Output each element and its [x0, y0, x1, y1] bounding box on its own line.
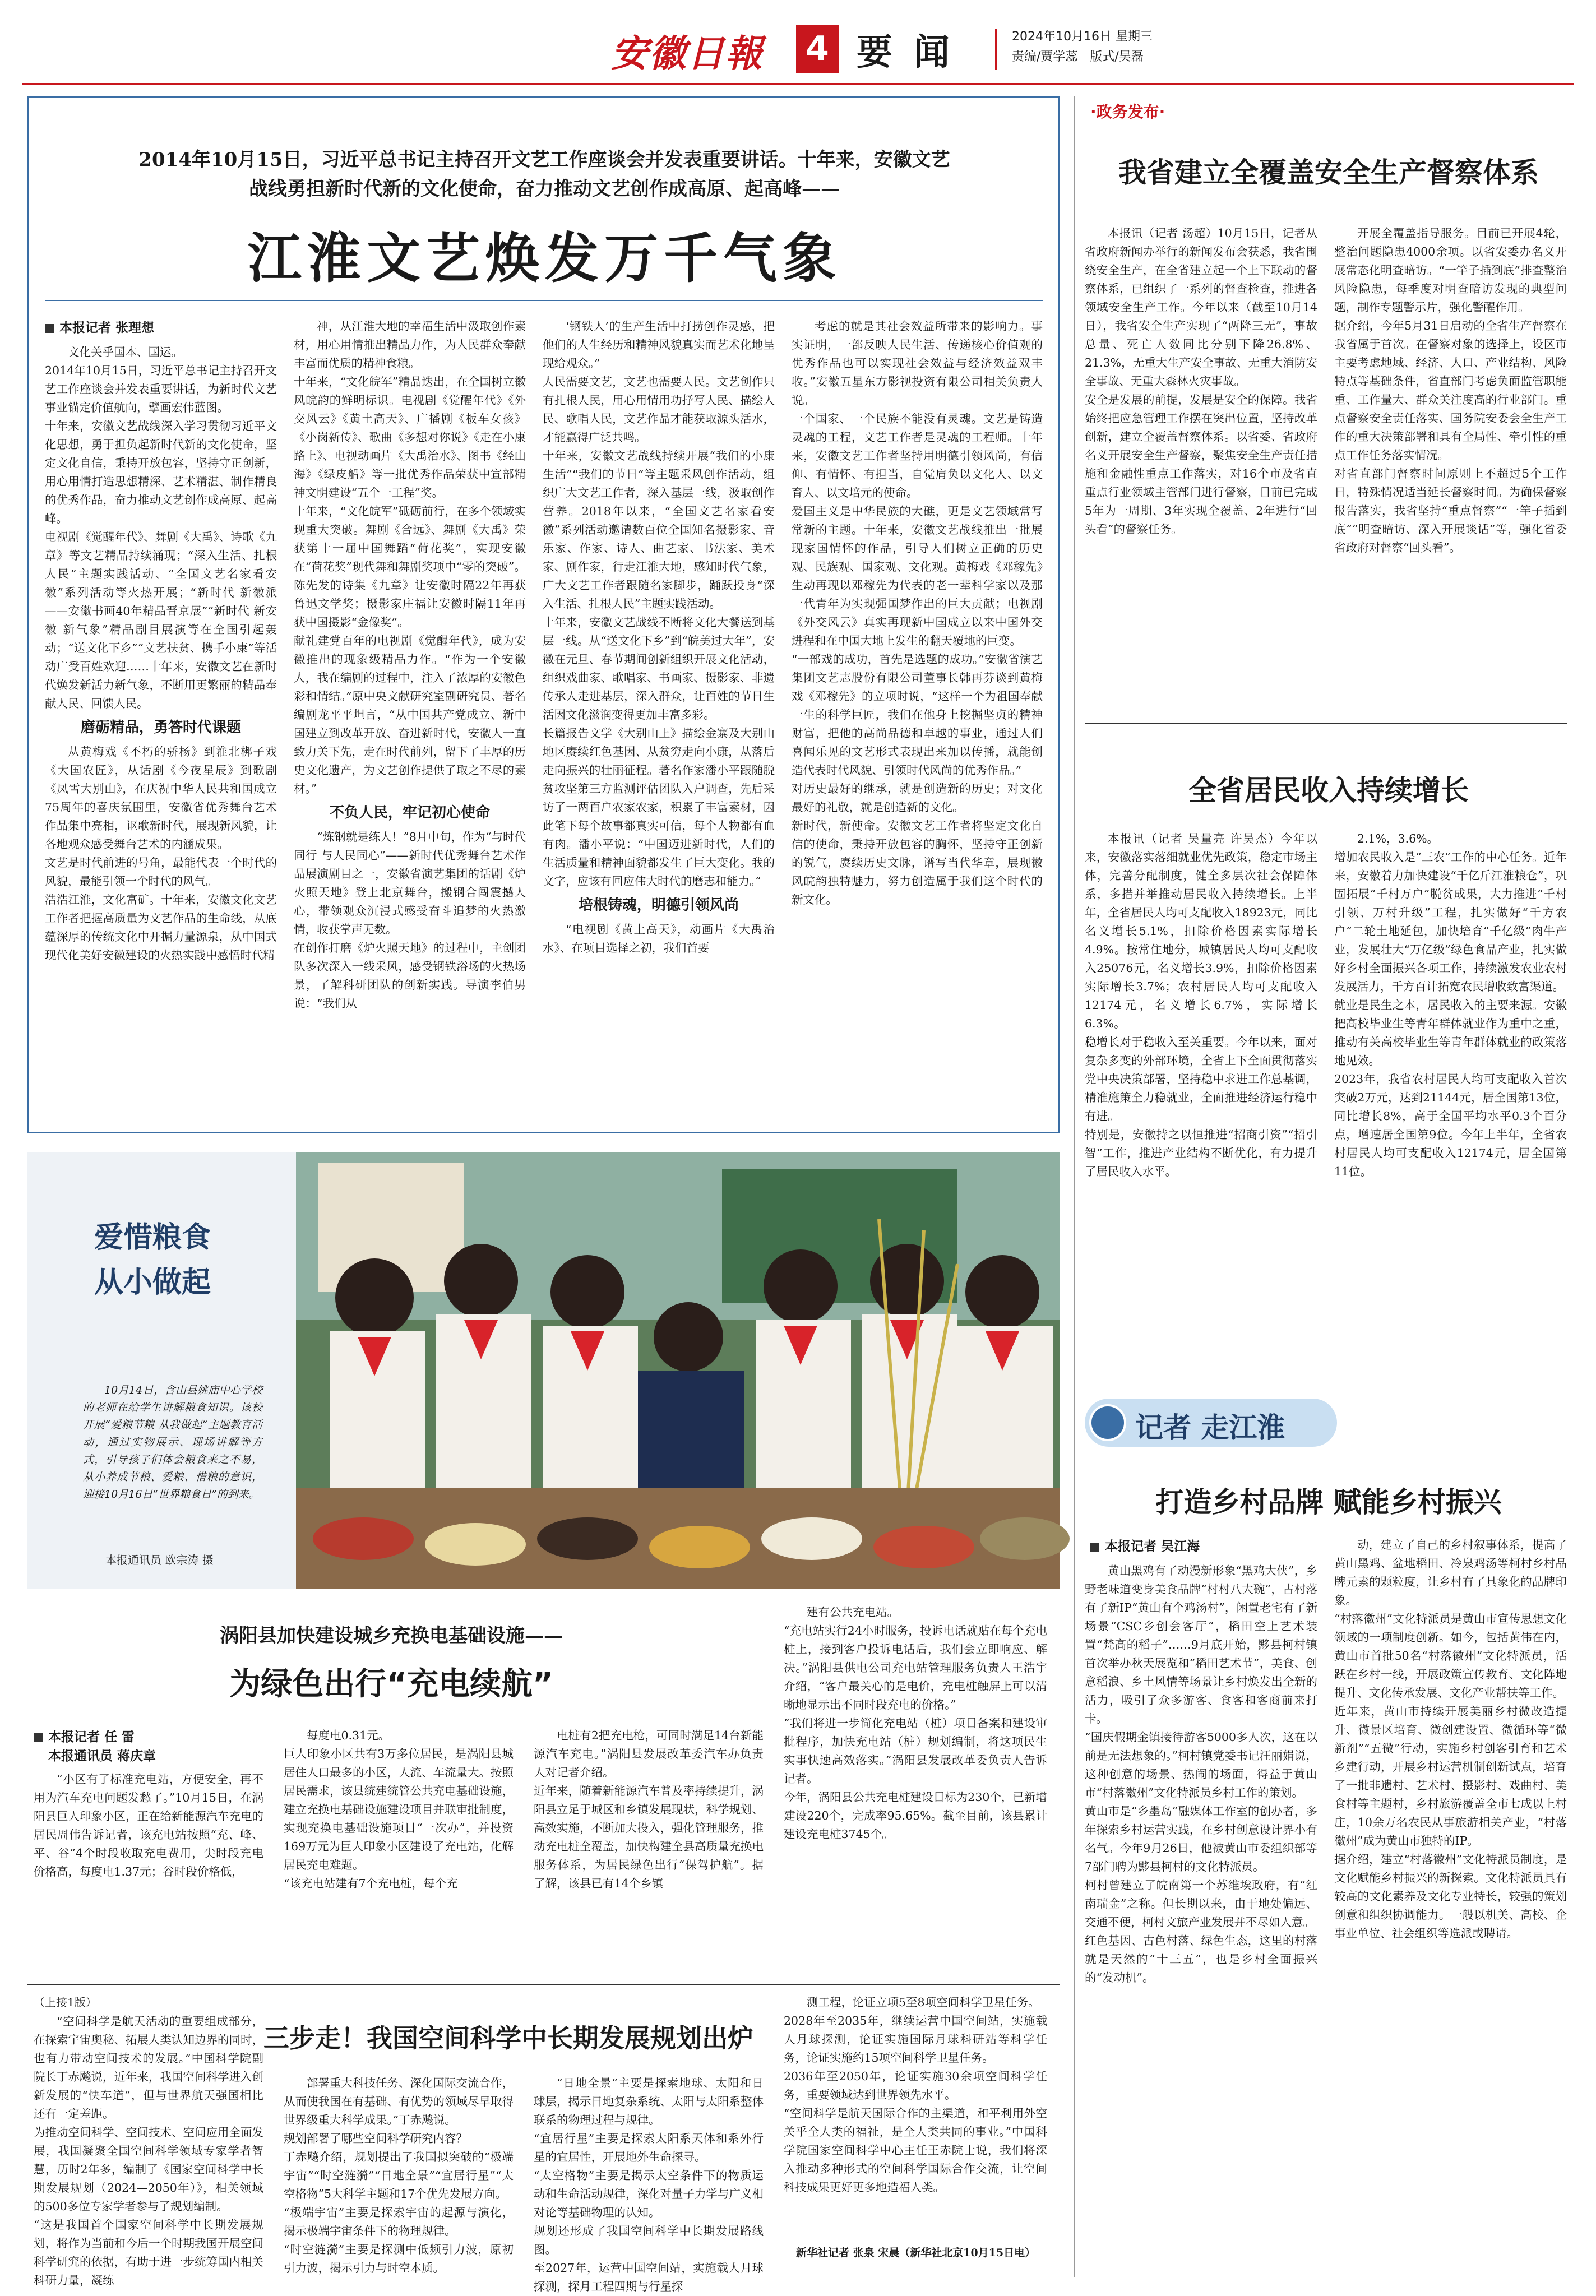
column-divider [1074, 96, 1075, 2277]
photo-title-1: 爱惜粮食 [94, 1221, 211, 1255]
section-rule-space [27, 1984, 1060, 1985]
charging-byline-2 [48, 1746, 156, 1764]
safety-rule [1085, 723, 1567, 724]
photo-feature [27, 1152, 1060, 1589]
charging-col-1: “小区有了标准充电站，方便安全，再不用为汽车充电问题发愁了。”10月15日，在涡阳县巨人印象小区，正在给新能源汽车充电的居民周伟告诉记者，该充电站按照“充、峰、平、谷”4个时段收取充电费用，尖时段充电价格高，每度电1.37元；谷时段价格低， [34, 1772, 263, 1878]
lead-byline-text: 本报记者 张理想 [59, 321, 155, 335]
byline-square-icon [1090, 1543, 1099, 1552]
lead-col-2b-text: “炼钢就是练人！”8月中旬，作为“与时代同行 与人民同心”——新时代优秀舞台艺术作品展演剧目之一，安徽省演艺集团的话剧《炉火照天地》登上北京舞台，搬钢合闯震撼人心，带领观众沉浸式感受奋斗追梦的火热激情，收获掌声无数。 在创作打磨《炉火照天地》的过程中，主创团队多次深入一线采风，感受钢铁浴场的火热场景，了解科研团队的创新实践。导演李伯男说：“我们从 [294, 830, 526, 1010]
safety-col-1: 本报讯（记者 汤超）10月15日，记者从省政府新闻办举行的新闻发布会获悉，我省围绕安全生产，在全省建立起一个上下联动的督察体系，已组织了一系列的督查检查，推进各领域安全生产工作。今年以来（截至10月14日），我省安全生产实现了“两降三无”，事故总量、死亡人数同比分别下降26.8%、21.3%，无重大生产安全事故、无重大消防安全事故、无重大森林火灾事故。 安全是发展的前提，发展是安全的保障。我省始终把应急管理工作摆在突出位置，坚持改革创新，建立全覆盖督察体系。以省委、省政府名义开展安全生产督察，聚焦安全生产责任措施和金融性重点工作落实，对16个市及省直重点行业领域主管部门进行督察，目前已完成5年为一周期、3年实现全覆盖、2年进行“回头看”的督察任务。 [1085, 226, 1317, 536]
brand-col-2: 动，建立了自己的乡村叙事体系，提高了黄山黑鸡、盆地稻田、冷泉鸡汤等柯村乡村品牌元素的颗粒度，让乡村有了具象化的品牌印象。 “村落徽州”文化特派员是黄山市宣传思想文化领域的一项制度创新。如今，包括黄伟在内，黄山市首批50名“村落徽州”文化特派员，活跃在乡村一线，开展政策宣传教育、文化阵地提升、文化传承发展、文化产业帮扶等工作。 近年来，黄山市持续开展美丽乡村微改造提升、微景区培育、微创建设置、微循环等“微新剂”“五微”行动，实施乡村创客引育和艺术乡建行动，开展乡村运营机制创新试点，培育了一批非遗村、艺术村、摄影村、戏曲村、美食村等主题村，乡村旅游覆盖全市七成以上村庄，10余万名农民从事旅游相关产业，“村落徽州”成为黄山市独特的IP。 据介绍，建立“村落徽州”文化特派员制度，是文化赋能乡村振兴的新探索。文化特派员具有较高的文化素养及文化专业特长，较强的策划创意和组织协调能力。一般以机关、高校、企事业单位、社会组织等选派或聘请。 [1334, 1538, 1567, 1940]
income-col-2: 2.1%，3.6%。 增加农民收入是“三农”工作的中心任务。近年来，安徽着力加快建设“千亿斤江淮粮仓”，巩固拓展“千村万户”脱贫成果，大力推进“千村引领、万村升级”工程，扎实做好“千方农户”二轮土地延包，加快培育“千亿级”肉牛产业，发展壮大“万亿级”绿色食品产业，扎实做好乡村全面振兴各项工作，持续激发农业农村发展活力，千方百计拓宽农民增收致富渠道。 就业是民生之本，居民收入的主要来源。安徽把高校毕业生等青年群体就业作为重中之重，推动有关高校毕业生等青年群体就业的政策落地见效。 2023年，我省农村居民人均可支配收入首次突破2万元，达到21144元，居全国第13位，同比增长8%，高于全国平均水平0.3个百分点，增速居全国第9位。今年上半年，全省农村居民人均可支配收入12174元，居全国第11位。 [1334, 832, 1567, 1178]
charging-col-4: 建有公共充电站。 “充电站实行24小时服务，投诉电话就贴在每个充电桩上，接到客户投诉电话后，我们会立即响应、解决。”涡阳县供电公司充电站管理服务负责人王浩宇介绍，“客户最关心的是电价，充电桩触屏上可以清晰地显示出不同时段充电的价格。” “我们将进一步简化充电站（桩）项目备案和建设审批程序，加快充电站（桩）规划编制，将这项民生实事快速高效落实。”涡阳县发展改革委负责人告诉记者。 今年，涡阳县公共充电桩建设目标为230个，已新增建设220个，完成率95.65%。截至目前，该县累计建设充电桩3745个。 [784, 1605, 1047, 1841]
lead-col-2 [294, 317, 526, 1117]
editors-credit: 责编/贾学蕊 版式/吴磊 [1012, 50, 1144, 64]
safety-title: 我省建立全覆盖安全生产督察体系 [1118, 156, 1539, 189]
charging-col-3: 电桩有2把充电枪，可同时满足14台新能源汽车充电。”涡阳县发展改革委汽车办负责人对记者介绍。 近年来，随着新能源汽车普及率持续提升，涡阳县立足于城区和乡镇发展现状，科学规划、高效实施，不断加大投入，强化管理服务，推动充电桩全覆盖，加快构建全县高质量充换电服务体系，为居民绿色出行“保驾护航”。据了解，该县已有14个乡镇 [534, 1729, 764, 1890]
banner-ring-icon [1089, 1404, 1126, 1441]
charging-byline-1-text: 本报记者 任 雷 [48, 1730, 135, 1744]
lead-title: 江淮文艺焕发万千气象 [248, 227, 842, 290]
charging-kicker: 涡阳县加快建设城乡充换电基础设施—— [220, 1624, 563, 1647]
lead-col-4 [792, 317, 1043, 1117]
section-name: 要闻 [857, 31, 971, 73]
policy-label: ·政务发布· [1090, 103, 1165, 121]
charging-col-2: 每度电0.31元。 巨人印象小区共有3万多位居民，是涡阳县城居住人口最多的小区，人流、车流量大。按照居民需求，该县统建统管公共充电基础设施，建立充换电基础设施建设项目并联审批制度，实现充换电基础设施项目“一次办”，并投资169万元为巨人印象小区建设了充电站，化解居民充电难题。 “该充电站建有7个充电桩，每个充 [284, 1729, 514, 1890]
space-col-2: 部署重大科技任务、深化国际交流合作，从而使我国在有基础、有优势的领域尽早取得世界级重大科学成果。”丁赤飚说。 规划部署了哪些空间科学研究内容？ 丁赤飚介绍，规划提出了我国拟突破的“极端宇宙”“时空涟漪”“日地全景”“宜居行星”“太空格物”5大科学主题和17个优先发展方向。 “极端宇宙”主要是探索宇宙的起源与演化，揭示极端宇宙条件下的物理规律。 “时空涟漪”主要是探测中低频引力波，原初引力波，揭示引力与时空本质。 [284, 2076, 514, 2275]
space-col-4: 测工程，论证立项5至8项空间科学卫星任务。 2028年至2035年，继续运营中国空间站，实施载人月球探测，论证实施国际月球科研站等科学任务，论证实施约15项空间科学卫星任务。 2036年至2050年，论证实施30余项空间科学任务，重要领域达到世界领先水平。 “空间科学是航天国际合作的主渠道，和平利用外空关乎全人类的福祉，是全人类共同的事业。”中国科学院国家空间科学中心主任王赤院士说，我们将深入推动多种形式的空间科学国际合作交流，让空间科技成果更好更多地造福人类。 [784, 1996, 1047, 2194]
photo-credit: 本报通讯员 欧宗涛 摄 [105, 1553, 214, 1567]
newspaper-logo: 安徽日報 [611, 31, 764, 75]
brand-byline-text: 本报记者 吴江海 [1105, 1539, 1200, 1554]
lead-subhead-2: 不负人民，牢记初心使命 [329, 804, 490, 821]
charging-byline-2-text: 本报通讯员 蒋庆章 [48, 1749, 156, 1763]
masthead-rule [22, 83, 1574, 85]
income-col-1: 本报讯（记者 吴量亮 许昊杰）今年以来，安徽落实落细就业优先政策，稳定市场主体，完善分配制度，健全多层次社会保障体系，多措并举推动居民收入持续增长。上半年，全省居民人均可支配收入18923元，同比名义增长5.1%，扣除价格因素实际增长4.9%。按常住地分，城镇居民人均可支配收入25076元，名义增长3.9%，扣除价格因素实际增长3.7%；农村居民人均可支配收入12174元，名义增长6.7%，实际增长6.3%。 稳增长对于稳收入至关重要。今年以来，面对复杂多变的外部环境，全省上下全面贯彻落实党中央决策部署，坚持稳中求进工作总基调，精准施策全力稳就业，全面推进经济运行稳中有进。 特别是，安徽持之以恒推进“招商引资”“招引智”工作，推进产业结构不断优化，有力提升了居民收入水平。 [1085, 832, 1317, 1178]
photo-title-2: 从小做起 [94, 1266, 211, 1299]
lead-col-3b-text: “电视剧《黄土高天》，动画片《大禹治水》、在项目选择之初，我们首要 [543, 923, 775, 955]
lead-col-3-text: ‘钢铁人’的生产生活中打捞创作灵感，把他们的人生经历和精神风貌真实而艺术化地呈现给观众。” 人民需要文艺，文艺也需要人民。文艺创作只有扎根人民，用心用情用功抒写人民、描绘人民、歌唱人民，文艺作品才能获取源头活水，才能赢得广泛共鸣。 十年来，安徽文艺战线持续开展“我们的小康生活”“我们的节日”等主题采风创作活动，组织广大文艺工作者，深入基层一线，汲取创作营养。2018年以来，“全国文艺名家看安徽”系列活动邀请数百位全国知名摄影家、音乐家、作家、诗人、曲艺家、书法家、美术家、剧作家，行走江淮大地，感知时代气象，广大文艺工作者跟随名家脚步，踊跃投身“深入生活、扎根人民”主题实践活动。 十年来，安徽文艺战线不断将文化大餐送到基层一线。从“送文化下乡”到“皖美过大年”，安徽在元旦、春节期间创新组织开展文化活动，组织戏曲家、歌唱家、书画家、摄影家、非遗传承人走进基层，深入群众，让百姓的节日生活因文化滋润变得更加丰富多彩。 长篇报告文学《大别山上》描绘金寨及大别山地区赓续红色基因、从贫穷走向小康，从落后走向振兴的壮丽征程。著名作家潘小平跟随脱贫攻坚第三方监测评估团队入户调查，先后采访了一两百户农家农家，积累了丰富素材，因此笔下每个故事都真实可信，每个人物都有血有肉。潘小平说：“中国迈进新时代，人们的生活质量和精神面貌都发生了巨大变化。我的文字，应该有回应伟大时代的磨志和能力。” [543, 320, 775, 888]
brand-title: 打造乡村品牌 赋能乡村振兴 [1155, 1486, 1502, 1519]
page-number-badge: 4 [796, 25, 839, 73]
reporter-banner [1085, 1399, 1337, 1447]
lead-col-1b-text: 从黄梅戏《不朽的骄杨》到淮北梆子戏《大国农匠》，从话剧《今夜星辰》到歌剧《凤雪大别山》，在庆祝中华人民共和国成立75周年的喜庆氛围里，安徽省优秀舞台艺术作品集中亮相，讴歌新时代，展现新风貌，让各地观众感受舞台艺术的内涵成果。 文艺是时代前进的号角，最能代表一个时代的风貌，最能引领一个时代的风气。 浩浩江淮，文化富矿。十年来，安徽文化文艺工作者把握高质量为文艺作品的生命线，从底蕴深厚的传统文化中开掘力量源泉，从中国式现代化美好安徽建设的火热实践中感悟时代精 [45, 745, 277, 962]
space-signature: 新华社记者 张泉 宋晨（新华社北京10月15日电） [796, 2247, 1036, 2259]
income-title: 全省居民收入持续增长 [1188, 774, 1469, 807]
issue-date: 2024年10月16日 星期三 [1012, 30, 1153, 44]
lead-subhead-3: 培根铸魂，明德引领风尚 [578, 897, 739, 914]
lead-col-1 [45, 343, 277, 1117]
lead-intro: 2014年10月15日，习近平总书记主持召开文艺工作座谈会并发表重要讲话。十年来，安徽文艺战线勇担新时代新的文化使命，奋力推动文艺创作成高原、起高峰—— [138, 149, 950, 200]
space-col-1: “空间科学是航天活动的重要组成部分，在探索宇宙奥秘、拓展人类认知边界的同时，也有力带动空间技术的发展。”中国科学院副院长丁赤飚说，近年来，我国空间科学进入创新发展的“快车道”，但与世界航天强国相比还有一定差距。 为推动空间科学、空间技术、空间应用全面发展，我国凝聚全国空间科学领域专家学者智慧，历时2年多，编制了《国家空间科学中长期发展规划（2024—2050年）》，相关领域的500多位专家学者参与了规划编制。 “这是我国首个国家空间科学中长期发展规划，将作为当前和今后一个时期我国开展空间科学研究的依据，有助于进一步统筹国内相关科研力量，凝练 [34, 2015, 263, 2287]
lead-title-rule [45, 300, 1043, 301]
continued-marker: （上接1版） [34, 1996, 97, 2009]
lead-subhead-1: 磨砺精品，勇答时代课题 [80, 719, 241, 736]
students-grain-photo [296, 1152, 1060, 1589]
lead-byline [45, 317, 154, 336]
charging-byline-1 [34, 1726, 135, 1745]
lead-col-2-text: 神，从江淮大地的幸福生活中汲取创作素材，用心用情推出精品力作，为人民群众奉献丰富而优质的精神食粮。 十年来，“文化皖军”精品迭出，在全国树立徽风皖韵的鲜明标识。电视剧《觉醒年代》《外交风云》《黄土高天》、广播剧《板车女孩》《小岗新传》、歌曲《多想对你说》《走在小康路上》、电视动画片《大禹治水》、图书《经山海》《绿皮船》等一批优秀作品荣获中宣部精神文明建设“五个一工程”奖。 十年来，“文化皖军”砥砺前行，在多个领域实现重大突破。舞剧《合远》、舞剧《大禹》荣获第十一届中国舞蹈“荷花奖”，实现安徽在“荷花奖”现代舞和舞剧奖项中“零的突破”。陈先发的诗集《九章》让安徽时隔22年再获鲁迅文学奖；摄影家庄福让安徽时隔11年再获中国摄影“金像奖”。 献礼建党百年的电视剧《觉醒年代》，成为安徽推出的现象级精品力作。“作为一个安徽人，我在编剧的过程中，注入了浓厚的安徽色彩和情结。”原中央文献研究室副研究员、著名编剧龙平平坦言，“从中国共产党成立、新中国建立到改革开放、奋进新时代，安徽人一直致力关下先，走在时代前列，留下了丰厚的历史文化遗产，为文艺创作提供了取之不尽的素材。” [294, 320, 526, 795]
lead-col-3 [543, 317, 775, 1117]
masthead-divider [995, 29, 997, 70]
masthead [22, 12, 1574, 80]
byline-square-icon [45, 324, 54, 333]
brand-byline [1090, 1536, 1200, 1554]
space-title: 三步走！我国空间科学中长期发展规划出炉 [263, 2023, 753, 2053]
lead-col-4-text: 考虑的就是其社会效益所带来的影响力。事实证明，一部反映人民生活、传递核心价值观的优秀作品也可以实现社会效益与经济效益双丰收。”安徽五星东方影视投资有限公司相关负责人说。 一个国家、一个民族不能没有灵魂。文艺是铸造灵魂的工程，文艺工作者是灵魂的工程师。十年来，安徽文艺工作者坚持用明德引领风尚，有信仰、有情怀、有担当，自觉肩负以文化人、以文育人、以文培元的使命。 爱国主义是中华民族的大礁，更是文艺领域常写常新的主题。十年来，安徽文艺战线推出一批展现家国情怀的作品，引导人们树立正确的历史观、民族观、国家观、文化观。黄梅戏《邓稼先》生动再现以邓稼先为代表的老一辈科学家以及那一代青年为实现强国梦作出的巨大贡献；电视剧《外交风云》真实再现新中国成立以来中国外交进程和在中国大地上发生的翻天覆地的巨变。 “一部戏的成功，首先是选题的成功。”安徽省演艺集团文艺志股份有限公司董事长韩再芬谈到黄梅戏《邓稼先》的立项时说，“这样一个为祖国奉献一生的科学巨匠，我们在他身上挖掘坚贞的精神财富，把他的高尚品德和卓越的事业，通过人们喜闻乐见的文艺形式表现出来加以传播，就能创造代表时代风貌、引领时代风尚的优秀作品。” 对历史最好的继承，就是创造新的历史；对文化最好的礼敬，就是创造新的文化。 新时代，新使命。安徽文艺工作者将坚定文化自信的使命，秉持开放包容的胸怀，坚持守正创新的锐气，赓续历史文脉，谱写当代华章，展现徽风皖韵独特魅力，努力创造属于我们这个时代的新文化。 [792, 320, 1043, 906]
space-col-3: “日地全景”主要是探索地球、太阳和日球层，揭示日地复杂系统、太阳与太阳系整体联系的物理过程与规律。 “宜居行星”主要是探索太阳系天体和系外行星的宜居性，开展地外生命探寻。 “太空格物”主要是揭示太空条件下的物质运动和生命活动规律，深化对量子力学与广义相对论等基础物理的认知。 规划还形成了我国空间科学中长期发展路线图。 至2027年，运营中国空间站，实施载人月球探测，探月工程四期与行星探 [534, 2076, 764, 2293]
banner-text: 记者 走江淮 [1135, 1411, 1285, 1444]
safety-col-2: 开展全覆盖指导服务。目前已开展4轮，整治问题隐患4000余项。以省安委办名义开展常态化明查暗访。“一竿子插到底”排查整治风险隐患，每季度对明查暗访发现的典型问题，制作专题警示片，强化警醒作用。 据介绍，今年5月31日启动的全省生产督察在我省属于首次。在督察对象的选择上，设区市主要考虑地域、经济、人口、产业结构、风险特点等基础条件，省直部门考虑负面监管职能重、工作量大、群众关注度高的行业部门。重点督察安全责任落实、国务院安委会全生产工作的重大决策部署和具有全局性、牵引性的重点工作任务落实情况。 对省直部门督察时间原则上不超过5个工作日，特殊情况适当延长督察时间。为确保督察报告落实，我省坚持“重点督察”“一竿子插到底”“明查暗访、深入开展谈话”等，强化省委省政府对督察“回头看”。 [1334, 226, 1567, 554]
brand-col-1: 黄山黑鸡有了动漫新形象“黑鸡大侠”，乡野老味道变身美食品牌“村村八大碗”，古村落有了新IP“黄山有个鸡汤村”，闲置老宅有了新场景“CSC乡创会客厅”，稻田空上艺术装置“梵高的稻子”……9月底开始，黟县柯村镇首次举办秋天展览和“稻田艺术节”，美食、创意稻浪、乡土风情等场景让乡村焕发出全新的活力，吸引了众多游客、食客和客商前来打卡。 “国庆假期金镇接待游客5000多人次，这在以前是无法想象的。”柯村镇党委书记汪丽娟说，这种创意的场景、热闹的场面，得益于黄山市“村落徽州”文化特派员乡村工作的策划。 黄山市是“乡墨岛”融媒体工作室的创办者，多年探索乡村运营实践，在乡村创意设计界小有名气。今年9月26日，他被黄山市委组织部等7部门聘为黟县柯村的文化特派员。 柯村曾建立了皖南第一个苏维埃政府，有“红南瑞金”之称。但长期以来，由于地处偏远、交通不便，柯村文旅产业发展并不尽如人意。 红色基因、古色村落、绿色生态，这里的村落就是天然的“十三五”，也是乡村全面振兴的“发动机”。 [1085, 1564, 1317, 1984]
lead-col-1-text: 文化关乎国本、国运。 2014年10月15日，习近平总书记主持召开文艺工作座谈会并发表重要讲话，为新时代文艺事业锚定价值航向，擘画宏伟蓝图。 十年来，安徽文艺战线深入学习贯彻习近平文化思想，勇于担负起新时代新的文化使命，坚定文化自信，秉持开放包容，坚持守正创新，用心用情打造思想精深、艺术精湛、制作精良的优秀作品，奋力推动文艺创作成高原、起高峰。 电视剧《觉醒年代》、舞剧《大禹》、诗歌《九章》等文艺精品持续涌现；“深入生活、扎根人民”主题实践活动、“全国文艺名家看安徽”系列活动等火热开展；“新时代 新徽派——安徽书画40年精品晋京展”“新时代 新安徽 新气象”精品剧目展演等在全国引起轰动；“送文化下乡”“文艺扶贫、携手小康”等活动广受百姓欢迎……十年来，安徽文艺在新时代焕发新活力新气象，不断用更繁丽的精品奉献人民、回馈人民。 [45, 345, 277, 710]
byline-square-icon [34, 1733, 43, 1742]
charging-title: 为绿色出行“充电续航” [229, 1666, 553, 1702]
photo-caption: 10月14日，含山县姚庙中心学校的老师在给学生讲解粮食知识。该校开展“爱粮节粮 从我做起”主题教育活动，通过实物展示、现场讲解等方式，引导孩子们体会粮食来之不易，从小养成节粮、爱粮、惜粮的意识，迎接10月16日“世界粮食日”的到来。 [83, 1384, 262, 1501]
